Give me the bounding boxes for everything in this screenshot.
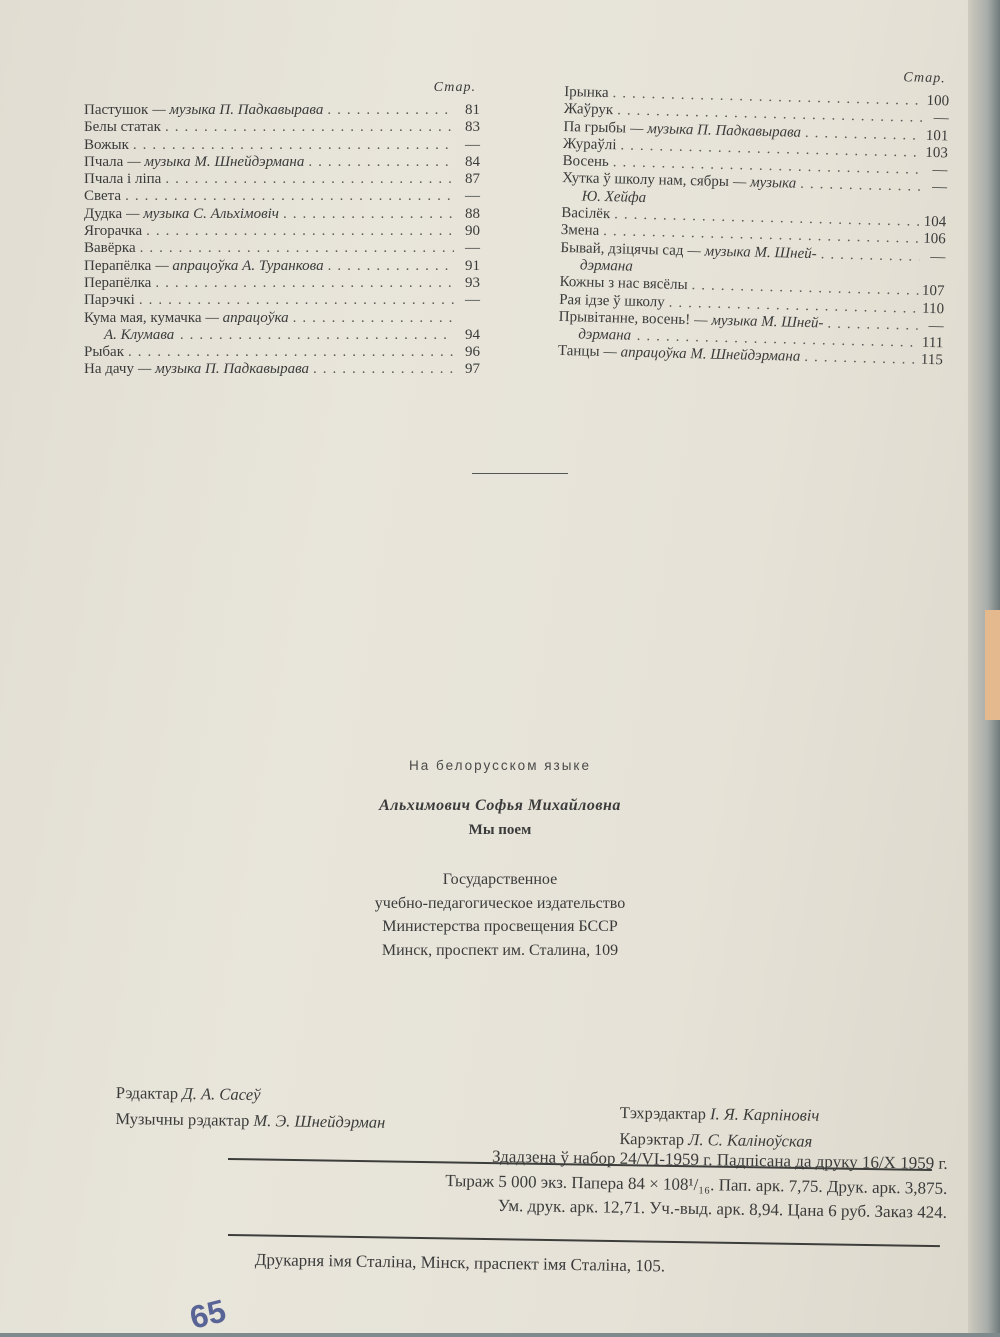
toc-left-header: Стар. bbox=[433, 80, 476, 95]
toc-entry bbox=[84, 171, 480, 188]
toc-entry-title: Вавёрка bbox=[84, 240, 136, 257]
editor-name: Д. А. Сасеў bbox=[182, 1083, 261, 1105]
toc-page-number: 87 bbox=[465, 171, 480, 188]
proofreader-label: Карэктар bbox=[619, 1128, 685, 1149]
toc-entry-title: Рыбак bbox=[84, 344, 124, 361]
toc-leader-dots bbox=[827, 315, 918, 334]
toc-entry-title: Вожык bbox=[84, 136, 129, 153]
toc-right-header: Стар. bbox=[903, 70, 946, 87]
toc-entry-credit: — музыка М. Шнейдэрмана bbox=[127, 153, 305, 170]
toc-continuation-text: Ю. Хейфа bbox=[581, 188, 647, 206]
music-editor-credit bbox=[115, 1106, 385, 1136]
toc-leader-dots bbox=[146, 223, 454, 240]
toc-page-number: 100 bbox=[926, 92, 950, 110]
toc-leader-dots bbox=[180, 327, 454, 344]
toc-continuation-text: дэрмана bbox=[578, 326, 632, 344]
imprint-line: Тыраж 5 000 экз. Папера 84 × 108¹/₁₆. Пап. арк. 7,75. Друк. арк. 3,875. bbox=[445, 1170, 948, 1198]
toc-right-list bbox=[558, 84, 950, 370]
publisher-line: Министерства просвещения БССР bbox=[382, 918, 618, 935]
toc-page-number: 104 bbox=[923, 213, 947, 231]
toc-entry-credit: — музыка М. Шней- bbox=[694, 312, 824, 332]
toc-leader-dots bbox=[821, 246, 920, 266]
bookmark-tab bbox=[985, 610, 1000, 720]
book-title: Мы поем bbox=[468, 822, 532, 838]
toc-left-column bbox=[84, 80, 480, 379]
toc-entry bbox=[84, 344, 480, 361]
toc-entry-title: Пастушок bbox=[84, 102, 149, 118]
toc-entry-credit: — апрацоўка А. Туранкова bbox=[155, 257, 324, 274]
music-editor-label: Музычны рэдактар bbox=[115, 1108, 250, 1130]
toc-page-number: — bbox=[930, 248, 946, 266]
toc-entry-title: Света bbox=[84, 188, 122, 205]
toc-page-number: — bbox=[465, 188, 480, 205]
toc-entry-title: Па грыбы bbox=[563, 118, 627, 137]
toc-entry-credit: — апрацоўка М. Шнейдэрмана bbox=[603, 344, 801, 366]
toc-entry-credit: — музыка С. Альхімовіч bbox=[126, 205, 279, 222]
toc-entry bbox=[84, 223, 480, 240]
imprint-line: Здадзена ў набор 24/VI-1959 г. Падпісана да друку 16/X 1959 г. bbox=[491, 1146, 948, 1173]
editor-credit bbox=[116, 1080, 386, 1110]
toc-entry-title: Ірынка bbox=[564, 83, 609, 102]
tech-editor-label: Тэхрэдактар bbox=[619, 1102, 707, 1124]
toc-right-column bbox=[558, 62, 950, 370]
toc-page-number: 83 bbox=[465, 119, 480, 136]
editor-label: Рэдактар bbox=[115, 1082, 179, 1103]
music-editor-name: М. Э. Шнейдэрман bbox=[253, 1110, 386, 1132]
publisher-line: учебно-педагогическое издательство bbox=[374, 894, 626, 912]
toc-entry-credit: — музыка М. Шней- bbox=[687, 242, 817, 262]
toc-page-number: 81 bbox=[465, 102, 480, 118]
toc-entry-title: Рая ідзе ў школу bbox=[559, 291, 665, 311]
toc-page-number: 96 bbox=[465, 344, 480, 361]
toc-left-list bbox=[84, 102, 480, 379]
imprint-block bbox=[187, 1140, 948, 1225]
toc-page-number: 106 bbox=[923, 231, 946, 248]
toc-entry-title: Парэчкі bbox=[84, 292, 135, 309]
toc-entry-title: Дудка bbox=[84, 205, 123, 222]
tech-editor-credit bbox=[620, 1100, 820, 1129]
printer-line: Друкарня імя Сталіна, Мінск, праспект імя Сталіна, 105. bbox=[254, 1250, 666, 1276]
toc-entry-title: Жаўрук bbox=[563, 101, 614, 119]
toc-entry-title: Белы статак bbox=[84, 119, 161, 136]
toc-entry bbox=[84, 119, 480, 136]
toc-page-number: 107 bbox=[921, 283, 945, 300]
toc-entry-title: Хутка ў школу нам, сябры bbox=[561, 170, 730, 191]
toc-entry bbox=[84, 275, 480, 292]
toc-continuation-text: дэрмана bbox=[579, 257, 633, 275]
toc-entry bbox=[84, 258, 480, 275]
toc-page-number: — bbox=[928, 317, 944, 335]
toc-entry-title: Прывітанне, восень! bbox=[558, 308, 691, 328]
toc-page-number: 88 bbox=[465, 205, 480, 222]
language-note: На белорусском языке bbox=[408, 758, 591, 773]
toc-entry-title: Кума мая, кумачка bbox=[84, 309, 202, 326]
toc-entry bbox=[84, 188, 480, 205]
toc-leader-dots bbox=[313, 361, 454, 378]
toc-page-number: — bbox=[465, 292, 480, 309]
toc-entry bbox=[84, 310, 480, 327]
toc-entry bbox=[84, 292, 480, 309]
toc-page-number: 93 bbox=[465, 274, 480, 291]
toc-page-number: — bbox=[933, 110, 949, 127]
credits-left bbox=[115, 1080, 386, 1136]
toc-leader-dots bbox=[283, 206, 454, 223]
toc-leader-dots bbox=[165, 119, 454, 136]
toc-page-number: 91 bbox=[465, 257, 480, 274]
toc-entry-title: Восень bbox=[562, 153, 610, 171]
toc-entry-title: Перапёлка bbox=[84, 274, 152, 291]
book-author: Альхимович Софья Михайловна bbox=[379, 797, 621, 814]
toc-page-number: 101 bbox=[925, 127, 949, 144]
toc-entry-title: Змена bbox=[560, 222, 600, 240]
toc-leader-dots bbox=[139, 292, 454, 309]
toc-entry-credit: — музыка П. Падкавырава bbox=[629, 120, 802, 141]
toc-entry-title: Бывай, дзіцячы сад bbox=[560, 239, 684, 259]
toc-leader-dots bbox=[165, 171, 454, 188]
toc-entry-title: Васілёк bbox=[561, 205, 611, 223]
toc-entry-title: Пчала bbox=[84, 153, 124, 170]
toc-entry-title: Пчала і ліпа bbox=[84, 171, 162, 188]
toc-entry-credit: — музыка П. Падкавырава bbox=[137, 361, 309, 378]
toc-page-number: 103 bbox=[925, 144, 949, 162]
toc-entry bbox=[84, 206, 480, 223]
toc-entry bbox=[84, 361, 480, 378]
toc-leader-dots bbox=[327, 102, 454, 119]
toc-page-number: 115 bbox=[920, 352, 944, 369]
toc-leader-dots bbox=[308, 154, 454, 171]
toc-page-number: — bbox=[932, 162, 948, 179]
publisher-block bbox=[0, 868, 1000, 962]
section-divider bbox=[472, 473, 568, 474]
proofreader-name: Л. С. Каліноўская bbox=[688, 1129, 813, 1151]
toc-page-number: — bbox=[465, 240, 480, 257]
ink-stamp-number: 65 bbox=[186, 1292, 230, 1336]
toc-leader-dots bbox=[140, 240, 454, 257]
toc-entry-credit: — апрацоўка bbox=[205, 309, 289, 326]
toc-entry bbox=[84, 240, 480, 257]
toc-page-number: 111 bbox=[921, 334, 944, 352]
toc-leader-dots bbox=[804, 349, 917, 369]
toc-page-number: — bbox=[465, 136, 480, 153]
tech-editor-name: І. Я. Карпіновіч bbox=[709, 1104, 820, 1125]
toc-page-number: 84 bbox=[465, 153, 480, 170]
toc-page-number: — bbox=[931, 179, 948, 196]
toc-entry-title: На дачу bbox=[84, 361, 134, 378]
toc-page-number: 97 bbox=[465, 361, 480, 378]
toc-entry-credit: — музыка П. Падкавырава bbox=[152, 102, 324, 118]
toc-entry bbox=[84, 154, 480, 171]
publisher-line: Минск, проспект им. Сталина, 109 bbox=[381, 941, 619, 959]
imprint-line: Ум. друк. арк. 12,71. Уч.-выд. арк. 8,94. Цана 6 руб. Заказ 424. bbox=[497, 1195, 948, 1222]
toc-page-number: 94 bbox=[465, 326, 480, 343]
publisher-line: Государственное bbox=[442, 871, 558, 888]
toc-leader-dots bbox=[125, 188, 454, 205]
toc-entry-credit: — музыка bbox=[732, 174, 797, 193]
toc-leader-dots bbox=[800, 176, 921, 196]
toc-continuation-text: А. Клумава bbox=[104, 326, 175, 343]
toc-entry-title: Жураўлі bbox=[562, 135, 617, 154]
toc-entry bbox=[84, 102, 480, 119]
toc-leader-dots bbox=[293, 310, 454, 327]
toc-page-number: 110 bbox=[921, 300, 945, 317]
toc-leader-dots bbox=[155, 275, 454, 292]
toc-page-number: 90 bbox=[465, 223, 480, 240]
toc-entry-title: Танцы bbox=[557, 343, 600, 361]
toc-entry-title: Кожны з нас вясёлы bbox=[559, 274, 688, 294]
toc-leader-dots bbox=[128, 344, 454, 361]
toc-leader-dots bbox=[328, 258, 454, 275]
toc-continuation bbox=[84, 327, 480, 344]
toc-entry-title: Ягорачка bbox=[84, 223, 143, 240]
toc-entry bbox=[84, 137, 480, 154]
toc-leader-dots bbox=[133, 137, 454, 154]
toc-entry-title: Перапёлка bbox=[84, 257, 152, 274]
